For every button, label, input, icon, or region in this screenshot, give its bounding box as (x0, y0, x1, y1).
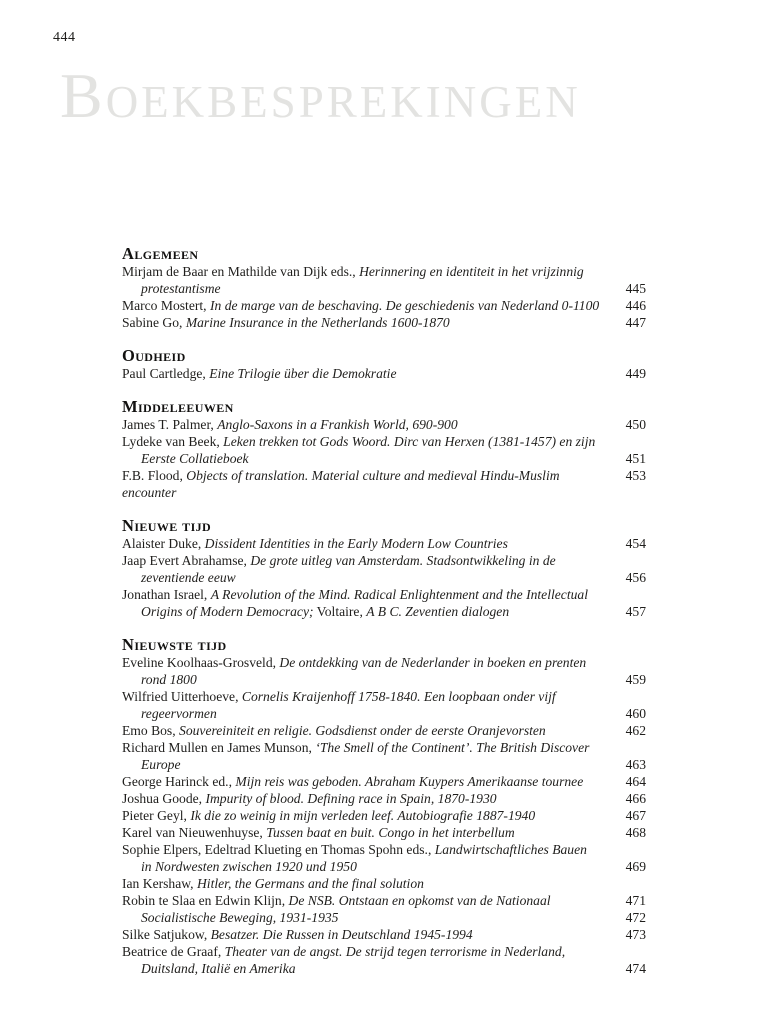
page-title: Boekbesprekingen (60, 60, 581, 131)
author-name: Pieter Geyl, (122, 808, 191, 823)
author-name: Paul Cartledge, (122, 366, 210, 381)
work-title: protestantisme (141, 281, 221, 296)
toc-entry-line (122, 365, 646, 382)
work-title: Tussen baat en buit. Congo in het interbellum (266, 825, 515, 840)
entry-text (122, 756, 616, 773)
work-title: De grote uitleg van Amsterdam. Stadsontwikkeling in de (250, 553, 556, 568)
entry-page-number: 449 (625, 366, 646, 381)
work-title: Eine Trilogie über die Demokratie (209, 366, 397, 381)
entry-page-number: 445 (625, 281, 646, 296)
work-title: in Nordwesten zwischen 1920 und 1950 (141, 859, 357, 874)
work-title: Europe (141, 757, 181, 772)
toc-entry-line (122, 858, 646, 875)
toc-entry-line (122, 705, 646, 722)
work-title: Cornelis Kraijenhoff 1758-1840. Een loopbaan onder vijf (241, 689, 556, 704)
author-name: Karel van Nieuwenhuyse, (122, 825, 267, 840)
entry-text (122, 688, 646, 705)
section-heading: Oudheid (122, 346, 186, 365)
work-title: Besatzer. Die Russen in Deutschland 1945-1994 (210, 927, 473, 942)
entry-page-number: 472 (625, 910, 646, 925)
entry-text (122, 314, 616, 331)
entry-text (122, 773, 616, 790)
toc-entry-line (122, 297, 646, 314)
section-heading: Middeleeuwen (122, 397, 234, 416)
author-name: Emo Bos, (122, 723, 180, 738)
author-name: Sabine Go, (122, 315, 186, 330)
entry-text (122, 552, 646, 569)
author-name: F.B. Flood, (122, 468, 187, 483)
work-title: Herinnering en identiteit in het vrijzinnig (359, 264, 584, 279)
toc-entry-line (122, 739, 646, 756)
section-heading: Nieuwe tijd (122, 516, 212, 535)
author-name: Mirjam de Baar en Mathilde van Dijk eds., (122, 264, 360, 279)
entry-text (122, 926, 616, 943)
toc-entry-line (122, 433, 646, 450)
work-title: Mijn reis was geboden. Abraham Kuypers Amerikaanse tournee (235, 774, 584, 789)
toc-entry-line (122, 603, 646, 620)
author-name: Voltaire, (313, 604, 367, 619)
entry-page-number: 467 (625, 808, 646, 823)
toc-entry-line (122, 416, 646, 433)
toc-entry-line (122, 569, 646, 586)
toc-entry-line (122, 756, 646, 773)
work-title: Marine Insurance in the Netherlands 1600-1870 (185, 315, 450, 330)
entry-page-number: 462 (625, 723, 646, 738)
entry-text (122, 603, 616, 620)
author-name: Richard Mullen en James Munson, (122, 740, 316, 755)
entry-page-number: 469 (625, 859, 646, 874)
entry-text (122, 654, 646, 671)
work-title: Impurity of blood. Defining race in Spain, 1870-1930 (205, 791, 497, 806)
entry-page-number: 454 (625, 536, 646, 551)
entry-page-number: 464 (625, 774, 646, 789)
toc-entry-line (122, 280, 646, 297)
entry-text (122, 365, 616, 382)
entry-text (122, 841, 646, 858)
work-title: Dissident Identities in the Early Modern Low Countries (204, 536, 508, 551)
section-heading: Algemeen (122, 244, 199, 263)
entry-text (122, 943, 646, 960)
work-title: Objects of translation. Material culture and medieval Hindu-Muslim encounter (122, 468, 560, 500)
author-name: Eveline Koolhaas-Grosveld, (122, 655, 280, 670)
work-title: Duitsland, Italië en Amerika (141, 961, 296, 976)
entry-page-number: 446 (625, 298, 646, 313)
toc-entry-line (122, 450, 646, 467)
entry-page-number: 460 (625, 706, 646, 721)
author-name: George Harinck ed., (122, 774, 236, 789)
entry-page-number: 456 (625, 570, 646, 585)
work-title: rond 1800 (141, 672, 197, 687)
toc-entry-line (122, 671, 646, 688)
work-title: Ik die zo weinig in mijn verleden leef. Autobiografie 1887-1940 (190, 808, 536, 823)
entry-text (122, 722, 616, 739)
entry-text (122, 824, 616, 841)
toc-entry-line (122, 824, 646, 841)
author-name: Wilfried Uitterhoeve, (122, 689, 242, 704)
entry-page-number: 466 (625, 791, 646, 806)
work-title: Leken trekken tot Gods Woord. Dirc van Herxen (1381-1457) en zijn (223, 434, 596, 449)
author-name: Beatrice de Graaf, (122, 944, 225, 959)
toc-entry-line (122, 586, 646, 603)
entry-text (122, 280, 616, 297)
entry-text (122, 790, 616, 807)
table-of-contents (122, 245, 646, 977)
work-title: A B C. Zeventien dialogen (366, 604, 510, 619)
entry-text (122, 909, 616, 926)
entry-page-number: 459 (625, 672, 646, 687)
section-heading: Nieuwste tijd (122, 635, 227, 654)
toc-entry-line (122, 841, 646, 858)
toc-entry-line (122, 535, 646, 552)
entry-page-number: 451 (625, 451, 646, 466)
toc-entry-line (122, 467, 646, 501)
toc-entry-line (122, 892, 646, 909)
work-title: In de marge van de beschaving. De geschiedenis van Nederland 0-1100 (209, 298, 600, 313)
toc-entry-line (122, 909, 646, 926)
entry-text (122, 569, 616, 586)
entry-text (122, 858, 616, 875)
entry-text (122, 535, 616, 552)
entry-page-number: 447 (625, 315, 646, 330)
toc-entry-line (122, 654, 646, 671)
work-title: regeervormen (141, 706, 217, 721)
work-title: Souvereiniteit en religie. Godsdienst onder de eerste Oranjevorsten (179, 723, 546, 738)
author-name: James T. Palmer, (122, 417, 218, 432)
entry-page-number: 450 (625, 417, 646, 432)
entry-text (122, 705, 616, 722)
work-title: A Revolution of the Mind. Radical Enlightenment and the Intellectual (210, 587, 588, 602)
entry-text (122, 297, 616, 314)
work-title: Landwirtschaftliches Bauen (434, 842, 587, 857)
entry-page-number: 473 (625, 927, 646, 942)
entry-text (122, 671, 616, 688)
entry-text (122, 875, 646, 892)
entry-text (122, 416, 616, 433)
entry-page-number: 457 (625, 604, 646, 619)
work-title: ‘The Smell of the Continent’. The British Discover (315, 740, 590, 755)
toc-entry-line (122, 943, 646, 960)
work-title: Theater van de angst. De strijd tegen terrorisme in Nederland, (224, 944, 566, 959)
work-title: zeventiende eeuw (141, 570, 236, 585)
page-number: 444 (53, 30, 76, 45)
toc-entry-line (122, 688, 646, 705)
entry-text (122, 263, 646, 280)
entry-page-number: 474 (625, 961, 646, 976)
toc-entry-line (122, 263, 646, 280)
author-name: Joshua Goode, (122, 791, 206, 806)
toc-entry-line (122, 790, 646, 807)
entry-text (122, 960, 616, 977)
entry-text (122, 433, 646, 450)
toc-entry-line (122, 773, 646, 790)
entry-page-number: 471 (625, 893, 646, 908)
toc-entry-line (122, 807, 646, 824)
work-title: Socialistische Beweging, 1931-1935 (141, 910, 339, 925)
entry-page-number: 468 (625, 825, 646, 840)
entry-page-number: 463 (625, 757, 646, 772)
toc-entry-line (122, 875, 646, 892)
author-name: Alaister Duke, (122, 536, 205, 551)
work-title: Origins of Modern Democracy; (141, 604, 314, 619)
author-name: Jaap Evert Abrahamse, (122, 553, 251, 568)
toc-entry-line (122, 722, 646, 739)
work-title: Anglo-Saxons in a Frankish World, 690-900 (217, 417, 458, 432)
work-title: Eerste Collatieboek (141, 451, 249, 466)
entry-text (122, 450, 616, 467)
author-name: Sophie Elpers, Edeltrad Klueting en Thomas Spohn eds., (122, 842, 435, 857)
toc-entry-line (122, 314, 646, 331)
entry-page-number: 453 (625, 468, 646, 483)
author-name: Silke Satjukow, (122, 927, 211, 942)
author-name: Marco Mostert, (122, 298, 210, 313)
entry-text (122, 807, 616, 824)
entry-text (122, 467, 616, 501)
author-name: Ian Kershaw, (122, 876, 197, 891)
toc-entry-line (122, 552, 646, 569)
author-name: Lydeke van Beek, (122, 434, 224, 449)
toc-entry-line (122, 926, 646, 943)
work-title: De NSB. Ontstaan en opkomst van de Nationaal (288, 893, 551, 908)
toc-entry-line (122, 960, 646, 977)
work-title: Hitler, the Germans and the final solution (196, 876, 424, 891)
author-name: Jonathan Israel, (122, 587, 211, 602)
entry-text (122, 892, 616, 909)
author-name: Robin te Slaa en Edwin Klijn, (122, 893, 289, 908)
entry-text (122, 739, 646, 756)
entry-text (122, 586, 646, 603)
work-title: De ontdekking van de Nederlander in boeken en prenten (279, 655, 587, 670)
